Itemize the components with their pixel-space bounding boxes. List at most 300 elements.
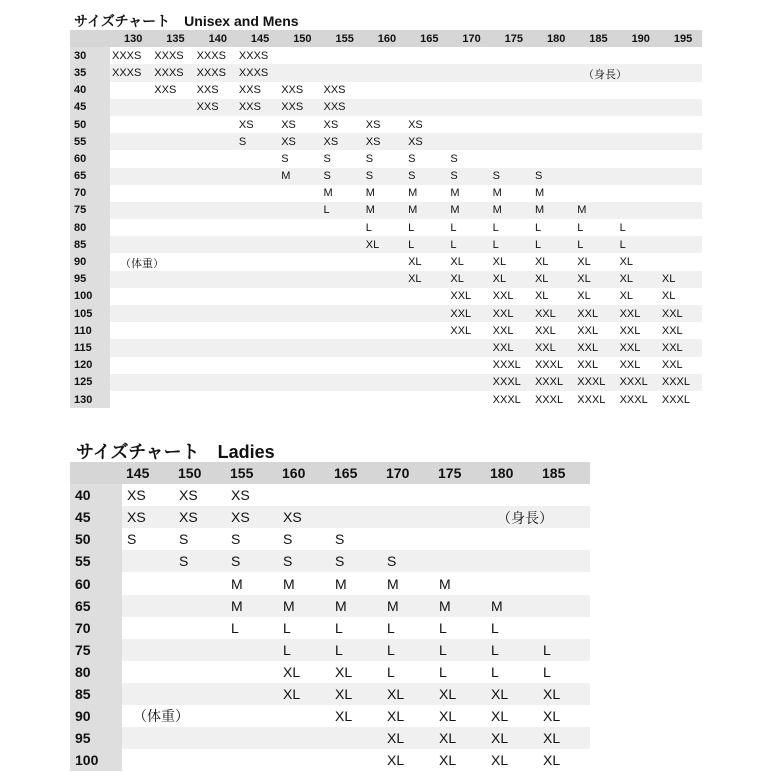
size-cell xyxy=(152,133,194,150)
size-cell xyxy=(279,185,321,202)
height-header: 160 xyxy=(377,32,397,45)
size-cell xyxy=(278,484,330,506)
size-cell: XL xyxy=(618,253,660,270)
size-cell: M xyxy=(382,595,434,617)
size-cell: M xyxy=(364,185,406,202)
size-cell: XS xyxy=(364,116,406,133)
size-cell: XL xyxy=(448,253,490,270)
height-header: 185 xyxy=(589,32,608,45)
size-cell xyxy=(364,288,406,305)
size-cell xyxy=(406,357,448,374)
weight-label: 120 xyxy=(70,357,110,374)
height-header: 160 xyxy=(282,465,306,482)
size-cell xyxy=(195,133,237,150)
size-cell: M xyxy=(486,595,538,617)
size-cell: M xyxy=(278,595,330,617)
size-row xyxy=(70,595,590,617)
size-cell: S xyxy=(364,150,406,167)
size-cell xyxy=(448,99,490,116)
weight-label: 100 xyxy=(70,288,110,305)
size-cell xyxy=(110,150,152,167)
size-cell: M xyxy=(321,185,363,202)
weight-label: 90 xyxy=(70,253,110,270)
size-cell: XL xyxy=(618,288,660,305)
size-cell xyxy=(660,82,702,99)
size-cell: XXXL xyxy=(618,391,660,408)
size-cell xyxy=(237,253,279,270)
size-cell xyxy=(195,374,237,391)
size-cell: XXL xyxy=(660,357,702,374)
size-cell xyxy=(448,116,490,133)
size-cell: XS xyxy=(237,116,279,133)
size-cell: XS xyxy=(279,133,321,150)
size-cell: S xyxy=(278,528,330,550)
size-cell: S xyxy=(174,550,226,572)
size-cell: M xyxy=(406,185,448,202)
size-cell: XXXL xyxy=(491,357,533,374)
size-cell: L xyxy=(491,236,533,253)
size-cell: M xyxy=(491,202,533,219)
size-cell xyxy=(237,357,279,374)
size-cell: XS xyxy=(321,133,363,150)
size-cell: XL xyxy=(278,683,330,705)
size-cell: XXL xyxy=(491,322,533,339)
size-cell xyxy=(152,374,194,391)
size-cell xyxy=(237,339,279,356)
size-cell xyxy=(660,168,702,185)
size-cell: M xyxy=(226,595,278,617)
size-cell: L xyxy=(486,617,538,639)
size-cell xyxy=(279,219,321,236)
size-cell xyxy=(618,116,660,133)
size-cell: XXXS xyxy=(195,64,237,81)
size-cell xyxy=(330,484,382,506)
size-cell: XXXL xyxy=(533,391,575,408)
size-row xyxy=(70,133,702,150)
size-cell: M xyxy=(533,185,575,202)
size-cell xyxy=(279,322,321,339)
size-cell xyxy=(237,150,279,167)
size-cell xyxy=(152,271,194,288)
size-cell: XL xyxy=(330,683,382,705)
size-cell xyxy=(364,253,406,270)
size-cell: XXL xyxy=(660,305,702,322)
size-cell xyxy=(491,150,533,167)
weight-label: 70 xyxy=(70,185,110,202)
size-cell: XXS xyxy=(195,82,237,99)
weight-label: 40 xyxy=(70,484,122,506)
size-cell xyxy=(122,749,174,771)
size-cell xyxy=(660,219,702,236)
ladies-weight-note: （体重） xyxy=(133,708,189,724)
size-cell xyxy=(279,357,321,374)
size-cell: XXXS xyxy=(110,64,152,81)
size-row xyxy=(70,219,702,236)
size-cell xyxy=(152,357,194,374)
size-cell xyxy=(660,133,702,150)
weight-label: 75 xyxy=(70,202,110,219)
size-cell: XL xyxy=(448,271,490,288)
weight-label: 85 xyxy=(70,236,110,253)
size-cell: XXL xyxy=(448,305,490,322)
size-cell: L xyxy=(406,236,448,253)
height-header: 140 xyxy=(208,32,227,45)
size-cell: XXL xyxy=(575,305,617,322)
size-cell: S xyxy=(533,168,575,185)
size-cell xyxy=(448,133,490,150)
size-cell xyxy=(321,47,363,64)
size-cell: L xyxy=(538,661,590,683)
size-cell xyxy=(330,749,382,771)
size-cell: XL xyxy=(406,253,448,270)
size-cell xyxy=(575,47,617,64)
weight-label: 60 xyxy=(70,572,122,594)
size-cell: XL xyxy=(618,271,660,288)
size-cell: XS xyxy=(279,116,321,133)
size-cell xyxy=(660,64,702,81)
size-cell xyxy=(538,550,590,572)
size-cell xyxy=(321,322,363,339)
size-cell: XS xyxy=(174,506,226,528)
weight-label: 45 xyxy=(70,99,110,116)
weight-label: 125 xyxy=(70,374,110,391)
size-cell xyxy=(174,661,226,683)
weight-label: 100 xyxy=(70,749,122,771)
size-cell xyxy=(448,47,490,64)
height-header: 165 xyxy=(334,465,358,482)
size-cell xyxy=(152,99,194,116)
size-cell xyxy=(237,288,279,305)
size-cell xyxy=(330,506,382,528)
size-cell: S xyxy=(330,550,382,572)
size-cell xyxy=(152,202,194,219)
size-cell: L xyxy=(321,202,363,219)
size-row xyxy=(70,550,590,572)
size-row xyxy=(70,168,702,185)
size-cell xyxy=(195,339,237,356)
size-cell xyxy=(660,99,702,116)
size-cell: XXXL xyxy=(660,374,702,391)
size-cell xyxy=(533,99,575,116)
size-row xyxy=(70,484,590,506)
size-cell: XXL xyxy=(575,339,617,356)
size-cell: L xyxy=(434,617,486,639)
size-cell: L xyxy=(448,236,490,253)
weight-label: 75 xyxy=(70,639,122,661)
size-cell xyxy=(226,727,278,749)
size-cell xyxy=(533,64,575,81)
height-header: 130 xyxy=(124,32,143,45)
size-cell: M xyxy=(330,572,382,594)
size-row xyxy=(70,236,702,253)
size-cell xyxy=(321,253,363,270)
size-cell xyxy=(575,82,617,99)
size-cell: XXS xyxy=(195,99,237,116)
size-cell xyxy=(382,484,434,506)
size-cell: XL xyxy=(575,253,617,270)
size-cell xyxy=(110,322,152,339)
size-cell xyxy=(174,727,226,749)
size-cell xyxy=(321,64,363,81)
size-row xyxy=(70,202,702,219)
size-cell xyxy=(152,219,194,236)
height-header: 175 xyxy=(504,32,524,45)
size-cell: S xyxy=(321,168,363,185)
size-cell: S xyxy=(122,528,174,550)
weight-label: 80 xyxy=(70,219,110,236)
size-cell xyxy=(538,595,590,617)
size-cell: XL xyxy=(382,727,434,749)
size-cell xyxy=(237,168,279,185)
weight-label: 55 xyxy=(70,133,110,150)
size-cell xyxy=(575,168,617,185)
size-cell xyxy=(110,133,152,150)
size-cell xyxy=(434,550,486,572)
size-cell: XL xyxy=(538,705,590,727)
size-cell xyxy=(321,374,363,391)
size-cell xyxy=(279,236,321,253)
size-cell: XL xyxy=(330,705,382,727)
size-row xyxy=(70,116,702,133)
size-cell: XXXL xyxy=(491,391,533,408)
size-cell xyxy=(406,339,448,356)
size-cell: S xyxy=(406,168,448,185)
size-cell xyxy=(110,288,152,305)
size-cell: XL xyxy=(538,727,590,749)
corner-cell xyxy=(70,30,110,47)
size-row xyxy=(70,639,590,661)
size-cell xyxy=(195,116,237,133)
size-cell xyxy=(406,82,448,99)
size-cell: XXXS xyxy=(152,47,194,64)
size-cell: S xyxy=(226,550,278,572)
size-cell xyxy=(237,374,279,391)
size-cell: S xyxy=(174,528,226,550)
size-cell xyxy=(660,202,702,219)
height-header: 155 xyxy=(335,32,354,45)
size-cell: S xyxy=(321,150,363,167)
size-cell: L xyxy=(382,639,434,661)
size-cell xyxy=(237,219,279,236)
size-cell: XXXS xyxy=(110,47,152,64)
size-cell xyxy=(406,322,448,339)
size-cell xyxy=(279,202,321,219)
size-cell xyxy=(364,357,406,374)
size-cell xyxy=(538,617,590,639)
size-cell xyxy=(226,683,278,705)
mens-weight-note: （体重） xyxy=(120,258,164,270)
size-cell xyxy=(491,116,533,133)
size-cell: XL xyxy=(486,705,538,727)
size-cell xyxy=(195,271,237,288)
size-cell: L xyxy=(486,639,538,661)
size-cell: XXL xyxy=(448,288,490,305)
size-cell xyxy=(406,64,448,81)
size-cell: XXL xyxy=(618,357,660,374)
weight-label: 90 xyxy=(70,705,122,727)
size-cell: L xyxy=(382,661,434,683)
size-cell: L xyxy=(491,219,533,236)
size-cell xyxy=(226,705,278,727)
size-cell: XL xyxy=(434,727,486,749)
ladies-height-note: （身長） xyxy=(497,510,553,526)
size-cell: XL xyxy=(486,749,538,771)
size-cell xyxy=(195,168,237,185)
size-cell xyxy=(110,305,152,322)
size-cell: XL xyxy=(575,271,617,288)
size-cell: M xyxy=(533,202,575,219)
size-cell: XL xyxy=(491,271,533,288)
size-cell xyxy=(575,150,617,167)
size-cell xyxy=(330,727,382,749)
height-header: 150 xyxy=(293,32,312,45)
size-cell xyxy=(278,727,330,749)
size-cell xyxy=(660,253,702,270)
size-cell xyxy=(321,305,363,322)
size-cell: XXS xyxy=(321,82,363,99)
size-cell: L xyxy=(538,639,590,661)
size-cell xyxy=(279,391,321,408)
mens-table-body xyxy=(70,47,702,408)
size-cell: L xyxy=(533,236,575,253)
size-cell: L xyxy=(434,639,486,661)
size-row xyxy=(70,749,590,771)
size-cell xyxy=(226,749,278,771)
size-cell: S xyxy=(491,168,533,185)
size-cell: XS xyxy=(406,133,448,150)
size-row xyxy=(70,727,590,749)
size-cell: S xyxy=(330,528,382,550)
size-cell xyxy=(406,391,448,408)
weight-label: 80 xyxy=(70,661,122,683)
size-cell: M xyxy=(364,202,406,219)
size-row xyxy=(70,271,702,288)
size-cell: M xyxy=(279,168,321,185)
size-cell xyxy=(406,99,448,116)
size-cell xyxy=(110,202,152,219)
size-cell xyxy=(110,185,152,202)
size-cell xyxy=(110,99,152,116)
size-cell xyxy=(174,639,226,661)
size-cell xyxy=(364,391,406,408)
size-cell: XL xyxy=(660,288,702,305)
size-row xyxy=(70,305,702,322)
size-cell: XL xyxy=(434,705,486,727)
size-cell: L xyxy=(533,219,575,236)
size-cell: XXL xyxy=(660,322,702,339)
size-cell: XXL xyxy=(533,322,575,339)
weight-label: 40 xyxy=(70,82,110,99)
size-cell xyxy=(279,253,321,270)
size-cell xyxy=(364,82,406,99)
size-cell xyxy=(152,116,194,133)
size-cell xyxy=(279,47,321,64)
size-cell xyxy=(364,374,406,391)
size-cell xyxy=(110,236,152,253)
size-cell xyxy=(195,305,237,322)
size-cell xyxy=(618,133,660,150)
height-header: 180 xyxy=(546,32,566,45)
size-cell: M xyxy=(575,202,617,219)
size-cell xyxy=(110,168,152,185)
size-cell xyxy=(226,661,278,683)
corner-cell xyxy=(70,462,122,484)
size-cell xyxy=(486,550,538,572)
size-cell xyxy=(618,202,660,219)
size-cell xyxy=(226,639,278,661)
size-cell xyxy=(152,322,194,339)
size-cell: M xyxy=(448,185,490,202)
weight-label: 35 xyxy=(70,64,110,81)
size-cell xyxy=(122,595,174,617)
size-cell: XS xyxy=(122,484,174,506)
height-header: 170 xyxy=(462,32,481,45)
size-cell: S xyxy=(364,168,406,185)
size-cell: XL xyxy=(486,727,538,749)
size-cell: XXXL xyxy=(533,357,575,374)
size-cell: L xyxy=(382,617,434,639)
size-cell xyxy=(660,47,702,64)
size-cell: XXS xyxy=(237,99,279,116)
size-cell: L xyxy=(434,661,486,683)
size-cell xyxy=(195,150,237,167)
size-row xyxy=(70,391,702,408)
size-cell xyxy=(195,219,237,236)
size-cell: XL xyxy=(382,749,434,771)
size-cell: XXS xyxy=(152,82,194,99)
size-cell xyxy=(575,133,617,150)
size-cell: XXL xyxy=(533,305,575,322)
size-cell xyxy=(152,185,194,202)
height-header: 170 xyxy=(386,465,410,482)
size-cell xyxy=(152,236,194,253)
mens-height-header-row xyxy=(70,30,702,47)
weight-label: 105 xyxy=(70,305,110,322)
size-cell: XL xyxy=(382,705,434,727)
size-cell xyxy=(110,116,152,133)
weight-label: 110 xyxy=(70,322,110,339)
height-header: 145 xyxy=(126,465,150,482)
size-cell xyxy=(110,271,152,288)
size-cell: XXXS xyxy=(152,64,194,81)
size-cell xyxy=(279,339,321,356)
size-cell: XL xyxy=(533,271,575,288)
size-cell: M xyxy=(434,572,486,594)
size-cell xyxy=(618,168,660,185)
weight-label: 60 xyxy=(70,150,110,167)
size-cell xyxy=(618,99,660,116)
size-cell: M xyxy=(448,202,490,219)
size-cell xyxy=(279,64,321,81)
size-cell xyxy=(618,185,660,202)
size-cell xyxy=(364,339,406,356)
size-row xyxy=(70,357,702,374)
size-cell xyxy=(279,305,321,322)
mens-chart-title: サイズチャート Unisex and Mens xyxy=(74,13,299,29)
size-cell: L xyxy=(575,219,617,236)
size-cell: M xyxy=(330,595,382,617)
size-cell xyxy=(195,357,237,374)
size-cell xyxy=(364,64,406,81)
size-cell xyxy=(195,236,237,253)
height-header: 195 xyxy=(673,32,693,45)
weight-label: 95 xyxy=(70,271,110,288)
size-cell: L xyxy=(448,219,490,236)
size-cell: XXL xyxy=(618,339,660,356)
size-cell xyxy=(321,339,363,356)
size-cell xyxy=(321,219,363,236)
size-cell xyxy=(448,64,490,81)
